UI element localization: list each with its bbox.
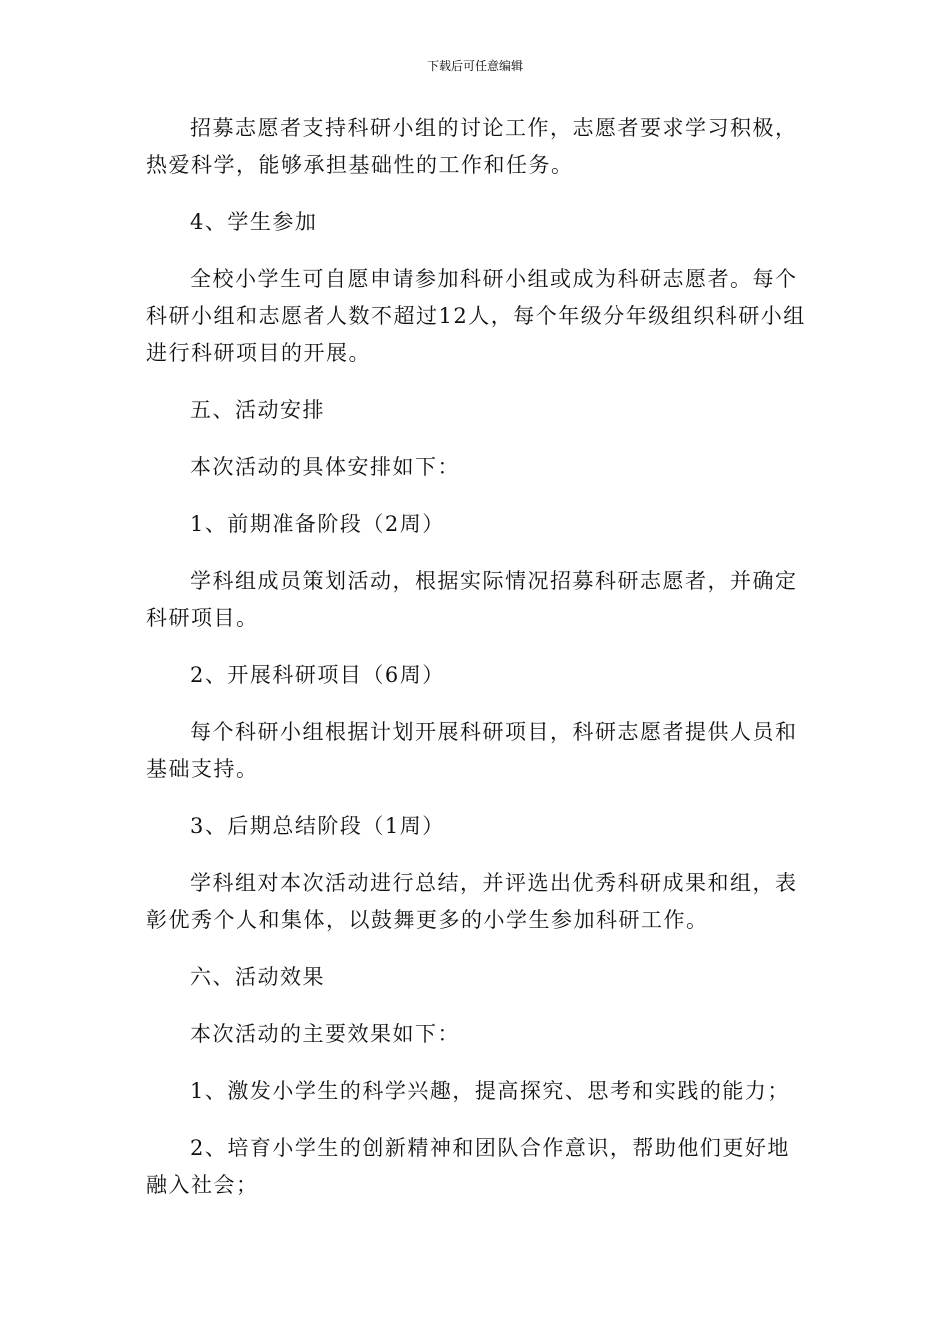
paragraph-effects-intro: 本次活动的主要效果如下： xyxy=(190,1022,460,1046)
heading-activity-schedule: 五、活动安排 xyxy=(190,398,325,422)
heading-student-participation: 4、学生参加 xyxy=(190,210,318,234)
list-item-effect-1: 1、激发小学生的科学兴趣，提高探究、思考和实践的能力； xyxy=(190,1079,790,1103)
paragraph-schedule-intro: 本次活动的具体安排如下： xyxy=(190,455,460,479)
list-item-effect-2: 2、培育小学生的创新精神和团队合作意识，帮助他们更好地融入社会； xyxy=(146,1136,790,1197)
paragraph-student-participation: 全校小学生可自愿申请参加科研小组或成为科研志愿者。每个科研小组和志愿者人数不超过12人，每个年级分年级组织科研小组进行科研项目的开展。 xyxy=(146,267,806,365)
paragraph-summary-stage: 学科组对本次活动进行总结，并评选出优秀科研成果和组，表彰优秀个人和集体，以鼓舞更多的小学生参加科研工作。 xyxy=(146,871,798,932)
page-header: 下载后可任意编辑 xyxy=(426,59,523,73)
heading-preparation-stage: 1、前期准备阶段（2周） xyxy=(190,512,445,536)
paragraph-preparation-stage: 学科组成员策划活动，根据实际情况招募科研志愿者，并确定科研项目。 xyxy=(146,569,798,630)
document-body xyxy=(146,110,806,1224)
heading-project-stage: 2、开展科研项目（6周） xyxy=(190,663,445,687)
paragraph-project-stage: 每个科研小组根据计划开展科研项目，科研志愿者提供人员和基础支持。 xyxy=(146,720,798,781)
heading-summary-stage: 3、后期总结阶段（1周） xyxy=(190,814,445,838)
heading-activity-effects: 六、活动效果 xyxy=(190,965,325,989)
paragraph-volunteer-recruitment: 招募志愿者支持科研小组的讨论工作，志愿者要求学习积极，热爱科学，能够承担基础性的工作和任务。 xyxy=(146,116,798,177)
